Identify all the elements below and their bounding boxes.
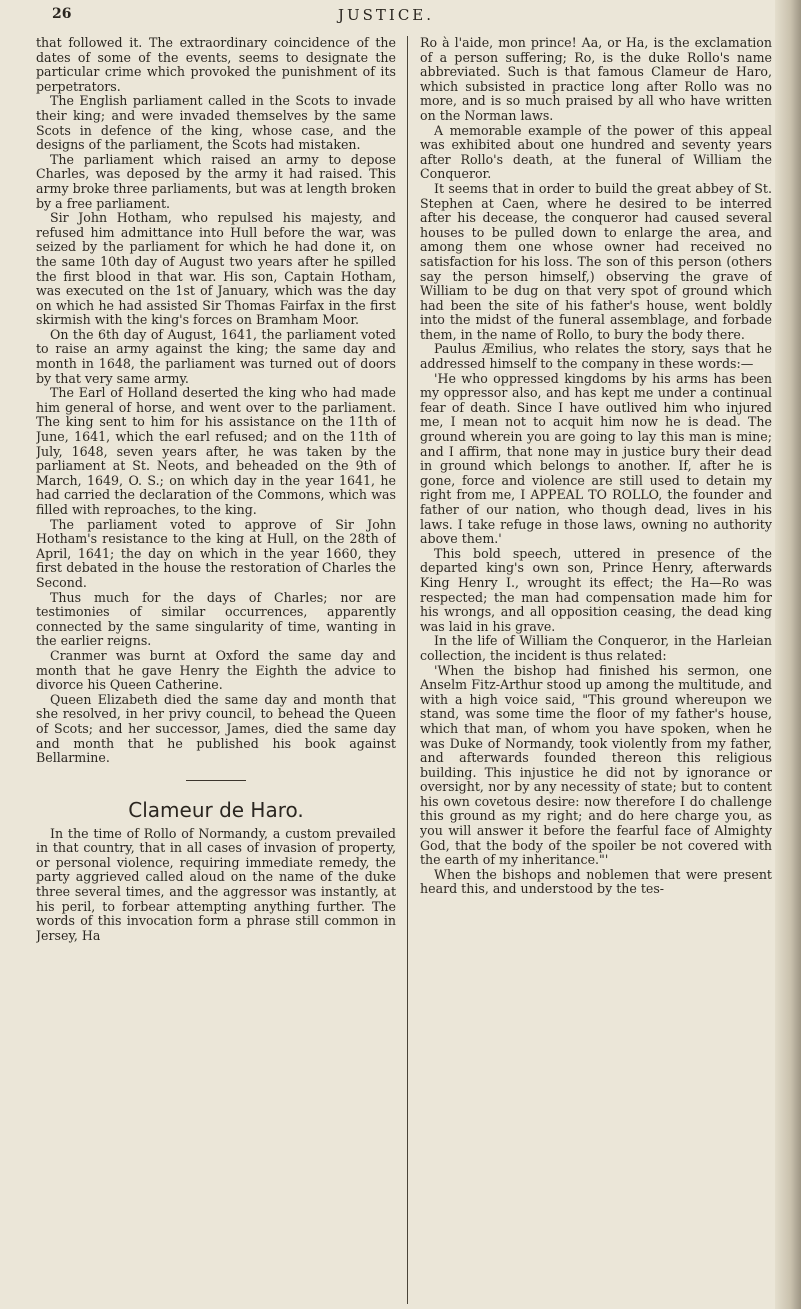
left-column [36, 36, 396, 1306]
paragraph: A memorable example of the power of this appeal was exhibited about one hundred and seventy years after Rollo's death, at the funeral of William the Conqueror. [420, 122, 772, 182]
running-head [36, 6, 736, 28]
paragraph: The Earl of Holland deserted the king who had made him general of horse, and went over to the parliament. The king sent to him for his assistance on the 11th of June, 1641, which the earl refused; and on the 11th of July, 1648, seven years after, he was taken by the parliament at St. Neots, and beheaded on the 9th of March, 1649, O. S.; on which day in the year 1641, he had carried the declaration of the Commons, which was filled with reproaches, to the king. [36, 385, 396, 517]
paragraph: Paulus Æmilius, who relates the story, says that he addressed himself to the company in these words:— [420, 341, 772, 372]
right-column [420, 36, 772, 1306]
paragraph: In the life of William the Conqueror, in the Harleian collection, the incident is thus related: [420, 633, 772, 663]
paragraph: Thus much for the days of Charles; nor are testimonies of similar occurrences, apparently connected by the same singularity of time, wanting in the earlier reigns. [36, 589, 396, 649]
paragraph: The English parliament called in the Scots to invade their king; and were invaded themselves by the same Scots in defence of the king, whose case, and the designs of the parliament, the Scots had mistaken. [36, 93, 396, 153]
page-number: 26 [52, 6, 72, 22]
paragraph: Ro à l'aide, mon prince! Aa, or Ha, is the exclamation of a person suffering; Ro, is the duke Rollo's name abbreviated. Such is that famous Clameur de Haro, which subsisted in practice long after Rollo was no more, and is so much praised by all who have written on the Norman laws. [420, 36, 772, 123]
section-title: Clameur de Haro. [128, 797, 304, 822]
paragraph: On the 6th day of August, 1641, the parliament voted to raise an army against the king; the same day and month in 1648, the parliament was turned out of doors by that very same army. [36, 326, 396, 386]
paragraph: Queen Elizabeth died the same day and month that she resolved, in her privy council, to behead the Queen of Scots; and her successor, James, died the same day and month that he published his book against Bellarmine. [36, 691, 396, 766]
paragraph: 'When the bishop had finished his sermon, one Anselm Fitz-Arthur stood up among the multitude, and with a high voice said, "This ground whereupon we stand, was some time the floor of my father's house, which that man, of whom you have spoken, when he was Duke of Normandy, took violently from my father, and afterwards founded thereon this religious building. This injustice he did not by ignorance or oversight, nor by any necessity of state; but to content his own covetous desire: now therefore I do challenge this ground as my right; and do here charge you, as you will answer it before the fearful face of Almighty God, that the body of the spoiler be not covered with the earth of my inheritance."' [420, 662, 772, 868]
column-divider [407, 36, 408, 1304]
paragraph: The parliament which raised an army to depose Charles, was deposed by the army it had raised. This army broke three parliaments, but was at length broken by a free parliament. [36, 151, 396, 211]
page-edge-shadow [775, 0, 801, 1309]
page-title: JUSTICE. [337, 6, 435, 24]
paragraph: When the bishops and noblemen that were present heard this, and understood by the tes- [420, 866, 772, 897]
paragraph: Cranmer was burnt at Oxford the same day and month that he gave Henry the Eighth the advice to divorce his Queen Catherine. [36, 647, 396, 693]
paragraph: In the time of Rollo of Normandy, a custom prevailed in that country, that in all cases of invasion of property, or personal violence, requiring immediate remedy, the party aggrieved called aloud on the name of the duke three several times, and the aggressor was instantly, at his peril, to forbear attempting anything further. The words of this invocation form a phrase still common in Jersey, Ha [36, 825, 396, 943]
paragraph: It seems that in order to build the great abbey of St. Stephen at Caen, where he desired to be interred after his decease, the conqueror had caused several houses to be pulled down to enlarge the area, and among them one whose owner had received no satisfaction for his loss. The son of this person (others say the person himself,) observing the grave of William to be dug on that very spot of ground which had been the site of his father's house, went boldly into the midst of the funeral assemblage, and forbade them, in the name of Rollo, to bury the body there. [420, 180, 772, 342]
paragraph: This bold speech, uttered in presence of the departed king's own son, Prince Henry, afterwards King Henry I., wrought its effect; the Ha—Ro was respected; the man had compensation made him for his wrongs, and all opposition ceasing, the dead king was laid in his grave. [420, 545, 772, 634]
paragraph: 'He who oppressed kingdoms by his arms has been my oppressor also, and has kept me under a continual fear of death. Since I have outlived him who injured me, I mean not to acquit him now he is dead. The ground wherein you are going to lay this man is mine; and I affirm, that none may in justice bury their dead in ground which belongs to another. If, after he is gone, force and violence are still used to detain my right from me, I APPEAL TO ROLLO, the founder and father of our nation, who though dead, lives in his laws. I take refuge in those laws, owning no authority above them.' [420, 370, 772, 547]
paragraph: Sir John Hotham, who repulsed his majesty, and refused him admittance into Hull before the war, was seized by the parliament for which he had done it, on the same 10th day of August two years after he spilled the first blood in that war. His son, Captain Hotham, was executed on the 1st of January, which was the day on which he had assisted Sir Thomas Fairfax in the first skirmish with the king's forces on Bramham Moor. [36, 210, 396, 328]
paragraph: The parliament voted to approve of Sir John Hotham's resistance to the king at Hull, on the 28th of April, 1641; the day on which in the year 1660, they first debated in the house the restoration of Charles the Second. [36, 516, 396, 590]
section-divider [186, 780, 246, 781]
paragraph: that followed it. The extraordinary coincidence of the dates of some of the events, seems to designate the particular crime which provoked the punishment of its perpetrators. [36, 36, 396, 94]
